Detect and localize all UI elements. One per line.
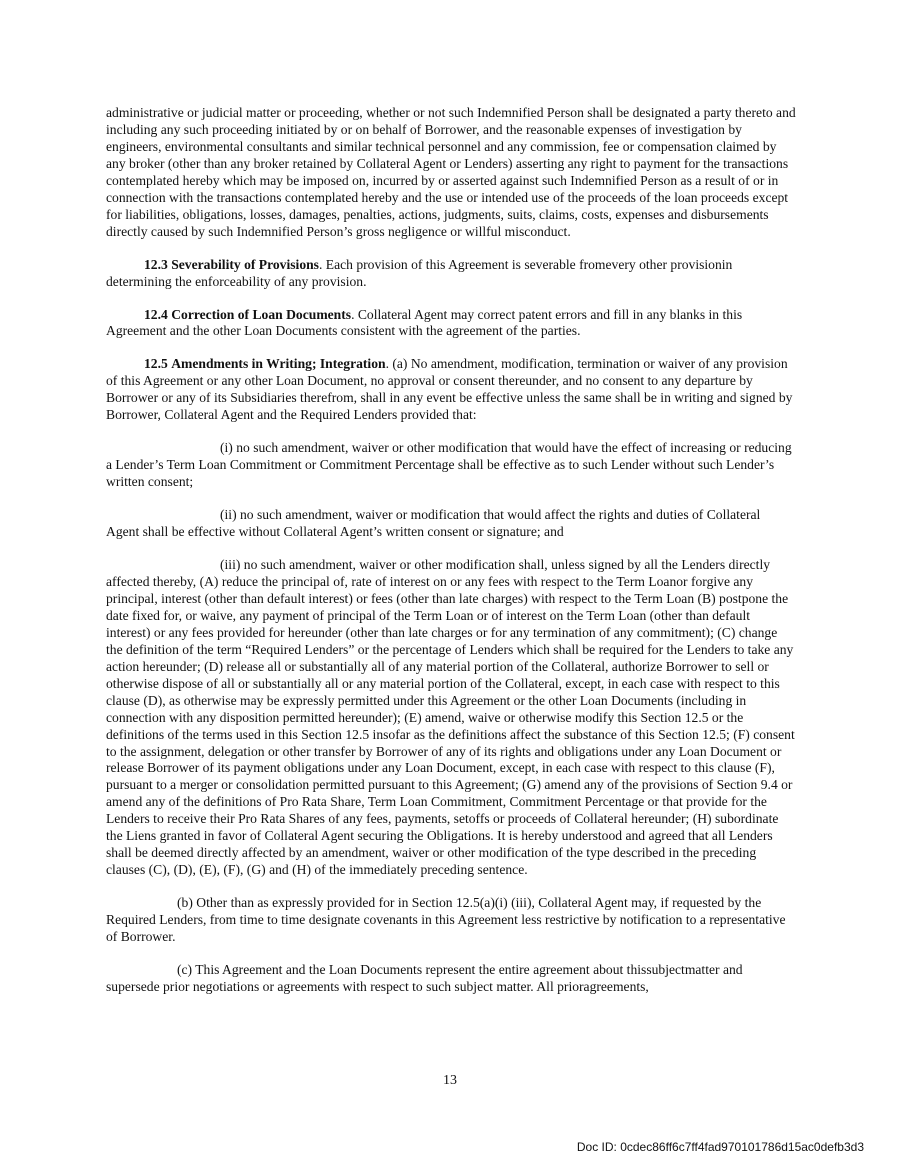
page-number: 13 bbox=[443, 1073, 457, 1088]
paragraph-indemnity-continuation: administrative or judicial matter or proceeding, whether or not such Indemnified Person shall be designated a party thereto and including any such proceeding initiated by or on behalf of Borrower, and the reasonable expenses of investigation by engineers, environmental consultants and similar technical personnel and any commission, fee or compensation claimed by any broker (other than any broker retained by Collateral Agent or Lenders) asserting any right to payment for the transactions contemplated hereby which may be imposed on, incurred by or asserted against such Indemnified Person as a result of or in connection with the transactions contemplated hereby and the use or intended use of the proceeds of the loan proceeds except for liabilities, obligations, losses, damages, penalties, actions, judgments, suits, claims, costs, expenses and disbursements directly caused by such Indemnified Person’s gross negligence or willful misconduct. bbox=[106, 105, 796, 239]
section-12-3-severability bbox=[106, 257, 796, 291]
clause-b: (b) Other than as expressly provided for in Section 12.5(a)(i) (iii), Collateral Agent may, if requested by the Required Lenders, from time to time designate covenants in this Agreement less restrictive by notification to a representative of Borrower. bbox=[106, 895, 786, 945]
section-12-4-correction bbox=[106, 307, 796, 341]
section-12-5-amendments bbox=[106, 356, 796, 424]
section-title: Severability of Provisions bbox=[171, 256, 319, 272]
clause-c: (c) This Agreement and the Loan Documents represent the entire agreement about thissubjectmatter and supersede prior negotiations or agreements with respect to such subject matter. All prioragreements, bbox=[106, 961, 743, 994]
section-body: . (a) No amendment, modification, termination or waiver of any provision of this Agreement or any other Loan Document, no approval or consent thereunder, and no consent to any departure by Borrower or any of its Subsidiaries therefrom, shall in any event be effective unless the same shall be in writing and signed by Borrower, Collateral Agent and the Required Lenders provided that: bbox=[106, 356, 793, 423]
section-body: . Collateral Agent may correct patent errors and fill in any blanks in this Agreement and the other Loan Documents consistent with the agreement of the parties. bbox=[106, 306, 743, 339]
section-number: 12.5 bbox=[144, 356, 168, 372]
section-number: 12.4 bbox=[144, 306, 168, 322]
section-title: Correction of Loan Documents bbox=[171, 306, 352, 322]
section-body: . Each provision of this Agreement is severable fromevery other provisionin determining the enforceability of any provision. bbox=[106, 256, 733, 289]
clause-ii: (ii) no such amendment, waiver or modification that would affect the rights and duties of Collateral Agent shall be effective without Collateral Agent’s written consent or signature; and bbox=[106, 507, 761, 540]
section-number: 12.3 bbox=[144, 256, 168, 272]
document-page bbox=[106, 105, 796, 1012]
clause-i: (i) no such amendment, waiver or other modification that would have the effect of increasing or reducing a Lender’s Term Loan Commitment or Commitment Percentage shall be effective as to such Lender without such Lender’s written consent; bbox=[106, 440, 792, 490]
doc-id-footer: Doc ID: 0cdec86ff6c7ff4fad970101786d15ac0defb3d3 bbox=[576, 1140, 864, 1154]
clause-iii: (iii) no such amendment, waiver or other modification shall, unless signed by all the Lenders directly affected thereby, (A) reduce the principal of, rate of interest on or any fees with respect to the Term Loanor forgive any principal, interest (other than default interest) or fees (other than late charges) with respect to the Term Loan (B) postpone the date fixed for, or waive, any payment of principal of the Term Loan or of interest on the Term Loan (other than default interest) or any fees provided for hereunder (other than late charges or for any termination of any commitment); (C) change the definition of the term “Required Lenders” or the percentage of Lenders which shall be required for the Lenders to take any action hereunder; (D) release all or substantially all of any material portion of the Collateral, authorize Borrower to sell or otherwise dispose of all or substantially all or any material portion of the Collateral, except, in each case with respect to this clause (D), as otherwise may be expressly permitted under this Agreement or the other Loan Documents (including in connection with any disposition permitted hereunder); (E) amend, waive or otherwise modify this Section 12.5 or the definitions of the terms used in this Section 12.5 insofar as the definitions affect the substance of this Section 12.5; (F) consent to the assignment, delegation or other transfer by Borrower of any of its rights and obligations under any Loan Document or release Borrower of its payment obligations under any Loan Document, except, in each case with respect to this clause (F), pursuant to a merger or consolidation permitted pursuant to this Agreement; (G) amend any of the provisions of Section 9.4 or amend any of the definitions of Pro Rata Share, Term Loan Commitment, Commitment Percentage or that provide for the Lenders to receive their Pro Rata Shares of any fees, payments, setoffs or proceeds of Collateral hereunder; (H) subordinate the Liens granted in favor of Collateral Agent securing the Obligations. It is hereby understood and agreed that all Lenders shall be deemed directly affected by an amendment, waiver or other modification of the type described in the preceding clauses (C), (D), (E), (F), (G) and (H) of the immediately preceding sentence. bbox=[106, 557, 795, 878]
section-title: Amendments in Writing; Integration bbox=[171, 356, 386, 372]
